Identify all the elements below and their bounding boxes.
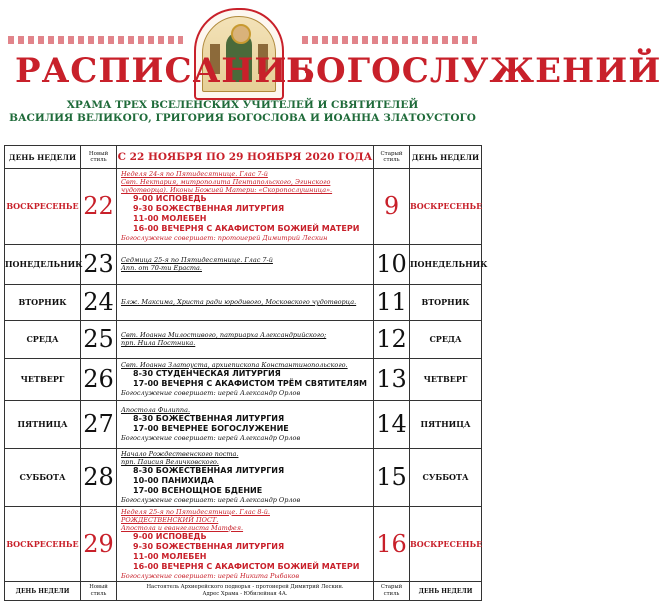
table-row [5, 284, 482, 320]
service-line: 9-00 ИСПОВЕДЬ [133, 194, 207, 204]
feast-line: РОЖДЕСТВЕНСКИЙ ПОСТ. [121, 515, 219, 524]
new-style-date: 29 [81, 506, 117, 582]
day-name-right: ВОСКРЕСЕНЬЕ [410, 506, 482, 582]
old-style-date: 13 [374, 358, 410, 400]
celebrant-line: Богослужение совершает: иерей Никита Рыбаков [121, 571, 300, 580]
table-row [5, 506, 482, 582]
table-row [5, 244, 482, 284]
header-day-left: ДЕНЬ НЕДЕЛИ [5, 146, 81, 169]
old-style-date: 12 [374, 320, 410, 358]
service-line: 16-00 ВЕЧЕРНЯ С АКАФИСТОМ БОЖИЕЙ МАТЕРИ [133, 224, 360, 234]
footer-new-style: Новый стиль [81, 582, 117, 601]
header-old-style: Старый стиль [374, 146, 410, 169]
service-line: 16-00 ВЕЧЕРНЯ С АКАФИСТОМ БОЖИЕЙ МАТЕРИ [133, 561, 360, 571]
feast-line: Неделя 25-я по Пятидесятнице. Глас 8-й. [121, 507, 270, 516]
feast-line: Начало Рождественского поста. [121, 449, 239, 458]
new-style-date: 27 [81, 400, 117, 448]
service-details [117, 358, 374, 400]
new-style-date: 24 [81, 284, 117, 320]
feast-line: Апостола Филиппа. [121, 405, 191, 414]
service-line: 8-30 БОЖЕСТВЕННАЯ ЛИТУРГИЯ [133, 414, 285, 423]
service-line: 8-30 СТУДЕНЧЕСКАЯ ЛИТУРГИЯ [133, 369, 281, 378]
new-style-date: 26 [81, 358, 117, 400]
day-name-left: ВТОРНИК [5, 284, 81, 320]
feast-line: Свт. Иоанна Златоуста, архиепископа Константинопольского. [121, 360, 348, 369]
footer-note-2: Адрес Храма - Юбилейная 4А. [202, 591, 288, 597]
day-name-right: ПОНЕДЕЛЬНИК [410, 244, 482, 284]
day-name-left: ВОСКРЕСЕНЬЕ [5, 506, 81, 582]
feast-line: Апостола и евангелиста Матфея. [121, 523, 244, 532]
service-details [117, 506, 374, 582]
old-style-date: 15 [374, 448, 410, 506]
service-line: 9-00 ИСПОВЕДЬ [133, 531, 207, 541]
feast-line: прп. Нила Постника. [121, 339, 196, 347]
header-day-right: ДЕНЬ НЕДЕЛИ [410, 146, 482, 169]
day-name-left: ПЯТНИЦА [5, 400, 81, 448]
day-name-right: СРЕДА [410, 320, 482, 358]
service-line: 9-30 БОЖЕСТВЕННАЯ ЛИТУРГИЯ [133, 204, 285, 214]
feast-line: Блж. Максима, Христа ради юродивого, Московского чудотворца. [121, 297, 357, 306]
header-new-style: Новый стиль [81, 146, 117, 169]
footer-day-right: ДЕНЬ НЕДЕЛИ [410, 582, 482, 601]
day-name-left: ЧЕТВЕРГ [5, 358, 81, 400]
old-style-date: 10 [374, 244, 410, 284]
title-left: РАСПИСАНИЕ [15, 51, 315, 91]
header-date-range: С 22 НОЯБРЯ ПО 29 НОЯБРЯ 2020 ГОДА [117, 146, 374, 169]
old-style-date: 11 [374, 284, 410, 320]
new-style-date: 25 [81, 320, 117, 358]
footer-note-1: Настоятель Архиерейского подворья - протоиерей Димитрий Лескин. [146, 584, 344, 591]
service-line: 17-00 ВЕЧЕРНЯ С АКАФИСТОМ ТРЁМ СВЯТИТЕЛЯМ [133, 379, 367, 388]
celebrant-line: Богослужение совершает: иерей Александр Орлов [121, 434, 301, 442]
schedule-table [4, 145, 488, 601]
feast-line: Седмица 25-я по Пятидесятнице. Глас 7-й [121, 255, 273, 264]
day-name-right: ПЯТНИЦА [410, 400, 482, 448]
subtitle-1: ХРАМА ТРЕХ ВСЕЛЕНСКИХ УЧИТЕЛЕЙ И СВЯТИТЕЛЕЙ [66, 99, 419, 111]
old-style-date: 9 [374, 169, 410, 245]
feast-line: чудотворца). Иконы Божией Матери: «Скоропослушница». [121, 186, 333, 195]
old-style-date: 14 [374, 400, 410, 448]
title-right: БОГОСЛУЖЕНИЙ [286, 51, 661, 91]
table-footer-row [5, 582, 482, 601]
service-details [117, 320, 374, 358]
service-line: 9-30 БОЖЕСТВЕННАЯ ЛИТУРГИЯ [133, 541, 285, 551]
celebrant-line: Богослужение совершает: иерей Александр Орлов [121, 389, 301, 397]
service-details [117, 448, 374, 506]
day-name-left: СРЕДА [5, 320, 81, 358]
service-details [117, 244, 374, 284]
old-style-date: 16 [374, 506, 410, 582]
service-line: 10-00 ПАНИХИДА [133, 476, 214, 486]
table-row [5, 448, 482, 506]
day-name-right: ВОСКРЕСЕНЬЕ [410, 169, 482, 245]
table-row [5, 400, 482, 448]
footer-old-style: Старый стиль [374, 582, 410, 601]
service-line: 17-00 ВСЕНОЩНОЕ БДЕНИЕ [133, 486, 263, 496]
day-name-left: СУББОТА [5, 448, 81, 506]
service-details [117, 284, 374, 320]
day-name-left: ПОНЕДЕЛЬНИК [5, 244, 81, 284]
service-line: 17-00 ВЕЧЕРНЕЕ БОГОСЛУЖЕНИЕ [133, 424, 289, 433]
service-details [117, 400, 374, 448]
header [0, 0, 661, 130]
day-name-left: ВОСКРЕСЕНЬЕ [5, 169, 81, 245]
celebrant-line: Богослужение совершает: протоиерей Димитрий Лескин [121, 234, 328, 243]
table-header-row [5, 146, 482, 169]
footer-notes [117, 582, 374, 601]
ornament-left [8, 36, 183, 44]
footer-day-left: ДЕНЬ НЕДЕЛИ [5, 582, 81, 601]
table-row [5, 320, 482, 358]
feast-line: прп. Паисия Величковского. [121, 457, 219, 466]
day-name-right: СУББОТА [410, 448, 482, 506]
feast-line: Свт. Иоанна Милостивого, патриарха Александрийского; [121, 330, 327, 339]
subtitle-2: ВАСИЛИЯ ВЕЛИКОГО, ГРИГОРИЯ БОГОСЛОВА И ИОАННА ЗЛАТОУСТОГО [9, 112, 476, 124]
service-details [117, 169, 374, 245]
feast-line: Неделя 24-я по Пятидесятнице. Глас 7-й [121, 170, 268, 178]
new-style-date: 28 [81, 448, 117, 506]
ornament-right [302, 36, 477, 44]
feast-line: Свт. Нектария, митрополита Пентапольского, Эгинского [121, 178, 331, 187]
day-name-right: ВТОРНИК [410, 284, 482, 320]
feast-line: Апп. от 70-ти Ераста. [121, 264, 202, 272]
table-row [5, 169, 482, 245]
service-line: 8-30 БОЖЕСТВЕННАЯ ЛИТУРГИЯ [133, 466, 285, 476]
new-style-date: 23 [81, 244, 117, 284]
service-line: 11-00 МОЛЕБЕН [133, 214, 207, 224]
day-name-right: ЧЕТВЕРГ [410, 358, 482, 400]
new-style-date: 22 [81, 169, 117, 245]
table-row [5, 358, 482, 400]
service-line: 11-00 МОЛЕБЕН [133, 551, 207, 561]
celebrant-line: Богослужение совершает: иерей Александр Орлов [121, 496, 301, 505]
